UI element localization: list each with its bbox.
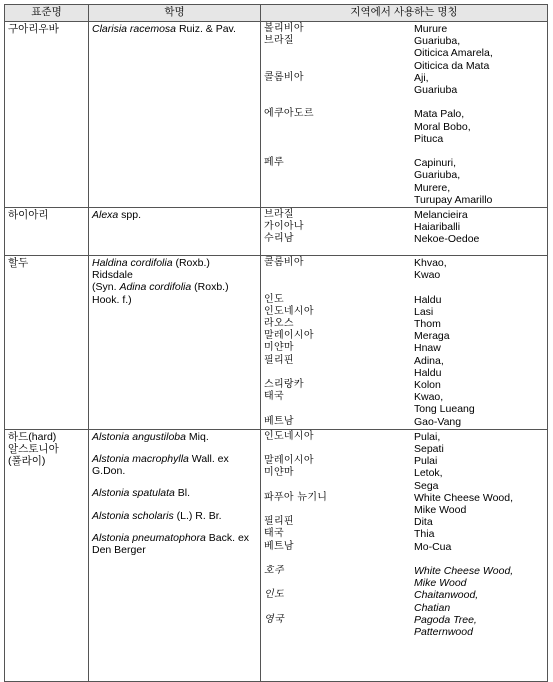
region-name: 미얀마 — [264, 342, 294, 354]
local-name: Chatian — [414, 601, 451, 614]
region-name: 베트남 — [264, 540, 294, 552]
region-name: 브라질 — [264, 209, 294, 221]
local-name-list — [414, 35, 544, 72]
local-name: Guariuba, — [414, 169, 461, 182]
local-name: Khvao, — [414, 257, 447, 270]
region-name: 라오스 — [264, 318, 294, 330]
local-name-list — [414, 157, 544, 206]
region-name: 콜롬비아 — [264, 257, 304, 269]
standard-name-cell — [5, 22, 89, 208]
species-author: (L.) R. Br. — [173, 509, 222, 522]
region-name: 콜롬비아 — [264, 71, 304, 83]
region-name: 가이아나 — [264, 221, 304, 233]
header-scientific-name: 학명 — [89, 5, 261, 22]
region-name: 인도 — [264, 293, 284, 305]
region-name: 브라질 — [264, 35, 294, 47]
local-name: White Cheese Wood, — [414, 565, 514, 578]
species-name: Clarisia racemosa — [92, 23, 177, 35]
region-name: 필리핀 — [264, 516, 294, 528]
synonym-species: Adina cordifolia — [119, 281, 192, 294]
local-name-list — [414, 391, 544, 415]
local-name: Melancieira — [414, 209, 468, 222]
scientific-name-cell — [89, 22, 261, 208]
species-entry — [92, 510, 257, 522]
local-name-list — [414, 306, 544, 318]
region-name: 스리랑카 — [264, 379, 304, 391]
standard-name: (풀라이) — [8, 455, 46, 468]
local-name: Gao-Vang — [414, 415, 462, 428]
local-name: Haldu — [414, 293, 442, 306]
local-name: Mike Wood — [414, 504, 467, 517]
region-name: 말레이시아 — [264, 330, 314, 342]
local-name: Moral Bobo, — [414, 120, 471, 133]
local-name: Kwao — [414, 269, 441, 282]
local-name-list — [414, 355, 544, 379]
standard-name: 알스토니아 — [8, 443, 59, 456]
local-name: Mo-Cua — [414, 540, 452, 553]
local-name-list — [414, 294, 544, 306]
local-names-cell — [261, 429, 548, 681]
species-author: Ruiz. & Pav. — [176, 23, 236, 35]
region-name: 태국 — [264, 391, 284, 403]
species-name: Haldina cordifolia — [92, 257, 173, 270]
local-name: Chaitanwood, — [414, 589, 479, 602]
species-entry — [92, 532, 257, 556]
local-name: Sepati — [414, 443, 444, 456]
table-row — [5, 22, 548, 208]
local-name-list — [414, 492, 544, 516]
local-name: Patternwood — [414, 626, 473, 639]
standard-name: 하이아리 — [8, 209, 49, 222]
scientific-name-cell — [89, 256, 261, 430]
local-name: Turupay Amarillo — [414, 193, 493, 206]
region-name: 태국 — [264, 528, 284, 540]
local-name-list — [414, 467, 544, 491]
local-name-list — [414, 431, 544, 455]
local-name-list — [414, 108, 544, 145]
region-name: 영국 — [264, 613, 284, 625]
local-name-list — [414, 541, 544, 553]
wood-names-table — [4, 4, 548, 682]
local-name-list — [414, 209, 544, 221]
scientific-name-cell — [89, 429, 261, 681]
local-name: Guariuba — [414, 84, 458, 97]
local-name: Oiticica Amarela, — [414, 47, 493, 60]
species-entry — [92, 487, 257, 499]
synonym-author: (Roxb.) — [191, 281, 229, 294]
region-name: 페루 — [264, 157, 284, 169]
species-author: spp. — [118, 209, 142, 222]
local-name: Haldu — [414, 366, 442, 379]
region-name: 베트남 — [264, 415, 294, 427]
local-name-list — [414, 416, 544, 428]
local-name: Adina, — [414, 354, 444, 367]
local-name: Meraga — [414, 330, 450, 343]
synonym-author: Hook. f.) — [92, 293, 132, 306]
species-author: Back. ex Den Berger — [92, 531, 250, 557]
local-name-list — [414, 516, 544, 528]
standard-name: 할두 — [8, 257, 29, 270]
local-name-list — [414, 565, 544, 589]
standard-name-cell — [5, 429, 89, 681]
species-author: Wall. ex G.Don. — [92, 453, 229, 478]
local-name: Oiticica da Mata — [414, 59, 490, 72]
local-name: Pulai, — [414, 430, 441, 443]
species-name: Alstonia scholaris — [92, 509, 174, 522]
region-name: 호주 — [264, 565, 284, 577]
header-standard-name: 표준명 — [5, 5, 89, 22]
header-local-names: 지역에서 사용하는 명칭 — [261, 5, 548, 22]
species-author: (Roxb.) — [172, 257, 210, 270]
standard-name: 구아리우바 — [8, 23, 59, 35]
document-page — [4, 4, 547, 682]
region-name: 인도 — [264, 589, 284, 601]
local-name: Haiariballi — [414, 221, 461, 234]
local-name: Capinuri, — [414, 157, 457, 170]
local-name-list — [414, 342, 544, 354]
species-author: Miq. — [185, 430, 209, 443]
species-name: Alstonia spatulata — [92, 487, 175, 500]
species-name: Alstonia angustiloba — [92, 430, 186, 443]
local-name-list — [414, 379, 544, 391]
local-name: White Cheese Wood, — [414, 491, 514, 504]
local-name-list — [414, 233, 544, 245]
local-names-cell — [261, 22, 548, 208]
local-name: Dita — [414, 516, 433, 529]
local-name-list — [414, 528, 544, 540]
species-author: Bl. — [174, 487, 191, 500]
local-name: Nekoe-Oedoe — [414, 233, 480, 246]
local-name: Pituca — [414, 132, 444, 145]
region-name: 미얀마 — [264, 467, 294, 479]
region-name: 수리남 — [264, 233, 294, 245]
species-name: Alexa — [92, 209, 119, 222]
local-name-list — [414, 455, 544, 467]
synonym-prefix: (Syn. — [92, 281, 120, 294]
local-name-list — [414, 318, 544, 330]
local-name: Hnaw — [414, 342, 441, 355]
species-entry — [92, 453, 257, 477]
local-name: Mike Wood — [414, 577, 467, 590]
local-name-list — [414, 330, 544, 342]
local-name-list — [414, 614, 544, 638]
region-name: 말레이시아 — [264, 455, 314, 467]
species-author: Ridsdale — [92, 269, 133, 282]
local-names-cell — [261, 208, 548, 256]
local-name: Murere, — [414, 181, 451, 194]
local-name: Pulai — [414, 455, 438, 468]
region-name: 인도네시아 — [264, 430, 314, 442]
local-names-cell — [261, 256, 548, 430]
table-row — [5, 429, 548, 681]
region-name: 볼리비아 — [264, 23, 304, 34]
local-name: Aji, — [414, 71, 429, 84]
local-name: Kwao, — [414, 391, 444, 404]
region-name: 에쿠아도르 — [264, 108, 314, 120]
local-name: Thom — [414, 318, 441, 331]
region-name: 필리핀 — [264, 354, 294, 366]
local-name: Letok, — [414, 467, 443, 480]
local-name: Lasi — [414, 305, 434, 318]
local-name: Murure — [414, 23, 448, 35]
table-row — [5, 208, 548, 256]
local-name-list — [414, 23, 544, 35]
standard-name: 하드(hard) — [8, 430, 57, 443]
species-name: Alstonia pneumatophora — [92, 531, 206, 544]
scientific-name-cell — [89, 208, 261, 256]
standard-name-cell — [5, 256, 89, 430]
local-name-list — [414, 221, 544, 233]
local-name-list — [414, 257, 544, 281]
local-name-list — [414, 589, 544, 613]
table-row — [5, 256, 548, 430]
species-name: Alstonia macrophylla — [92, 453, 189, 466]
local-name: Sega — [414, 479, 439, 492]
header-row — [5, 5, 548, 22]
region-name: 파푸아 뉴기니 — [264, 491, 328, 503]
species-entry — [92, 431, 257, 443]
local-name: Thia — [414, 528, 435, 541]
standard-name-cell — [5, 208, 89, 256]
local-name: Guariuba, — [414, 35, 461, 48]
local-name: Pagoda Tree, — [414, 613, 477, 626]
region-name: 인도네시아 — [264, 305, 314, 317]
local-name: Mata Palo, — [414, 108, 465, 121]
local-name-list — [414, 72, 544, 96]
local-name: Tong Lueang — [414, 403, 475, 416]
local-name: Kolon — [414, 379, 441, 392]
